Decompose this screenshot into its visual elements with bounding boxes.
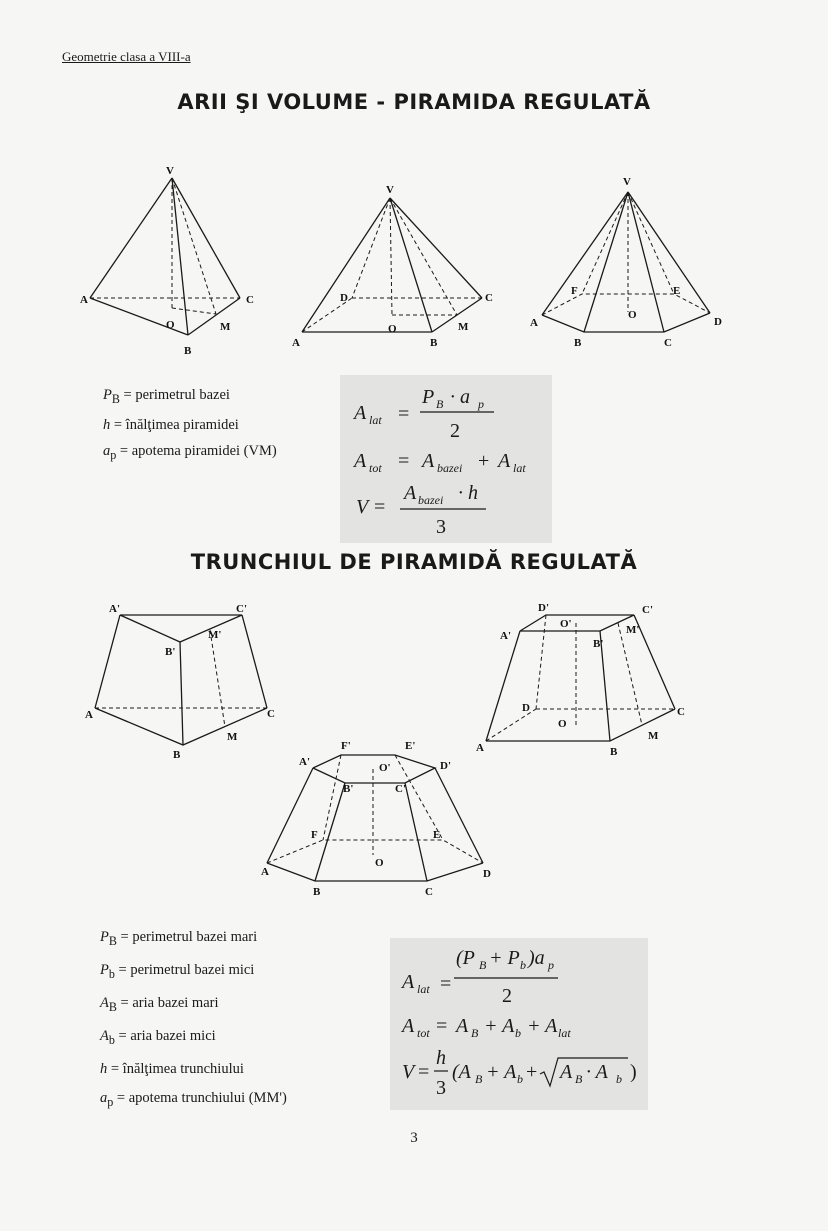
svg-text:tot: tot: [369, 461, 382, 475]
svg-text:B: B: [471, 1026, 479, 1040]
svg-text:lat: lat: [417, 982, 430, 996]
label: A: [476, 742, 484, 754]
svg-text:bazei: bazei: [437, 461, 463, 475]
label: M': [208, 629, 222, 641]
edge: [390, 198, 482, 298]
label: M': [626, 624, 640, 636]
base-front: [542, 313, 710, 332]
base-back: [542, 294, 710, 315]
label: M: [458, 321, 469, 333]
svg-text:B: B: [575, 1072, 583, 1086]
legend-item: $P_B$ = perimetrul bazei: [103, 387, 230, 406]
svg-text:A: A: [498, 450, 511, 472]
label: O: [166, 319, 175, 331]
label: B: [574, 337, 582, 349]
svg-text:(A: (A: [452, 1061, 471, 1083]
label: A: [530, 317, 538, 329]
label: M: [220, 321, 231, 333]
label: C': [236, 603, 247, 615]
figure-hexagonal-frustum: [255, 735, 495, 900]
pyramid-legend: [103, 382, 277, 468]
hidden-edge: [582, 192, 628, 294]
label: O: [388, 323, 397, 335]
label: B: [430, 337, 438, 349]
section-title-pyramid: ARII ŞI VOLUME - PIRAMIDA REGULATĂ: [177, 90, 651, 114]
legend-item: $P_b$ = perimetrul bazei mici: [100, 961, 255, 981]
svg-text:(P: (P: [456, 947, 475, 969]
label: C': [642, 604, 653, 616]
edge: [542, 192, 628, 315]
svg-text:+: +: [478, 450, 490, 472]
label: C: [267, 708, 275, 720]
label: C: [246, 294, 254, 306]
apothem: [210, 630, 225, 727]
height: [390, 198, 392, 315]
label: E: [673, 285, 681, 297]
label: V: [386, 184, 394, 196]
label: B': [593, 638, 604, 650]
svg-text:tot: tot: [417, 1026, 430, 1040]
v-lhs: V: [402, 1061, 415, 1083]
svg-text:2: 2: [502, 985, 512, 1007]
edge: [242, 615, 267, 708]
section-title-frustum: TRUNCHIUL DE PIRAMIDĂ REGULATĂ: [190, 550, 638, 574]
svg-text:+ A: + A: [484, 1015, 515, 1037]
svg-text:=: =: [440, 973, 452, 995]
label: C: [664, 337, 672, 349]
legend-item: $a_p$ = apotema piramidei (VM): [103, 442, 277, 462]
edge: [315, 783, 345, 881]
legend-item: $P_B$ = perimetrul bazei mari: [100, 929, 258, 948]
sqrt-sign: [540, 1058, 628, 1086]
svg-text:3: 3: [436, 1077, 446, 1099]
svg-text:+ A: + A: [527, 1015, 558, 1037]
label: M: [227, 731, 238, 743]
label: E: [433, 829, 441, 841]
label: C: [485, 292, 493, 304]
label: A': [299, 756, 310, 768]
frustum-legend: [100, 923, 287, 1116]
label: A: [85, 709, 93, 721]
atot-lhs: A: [354, 450, 367, 472]
label: A: [292, 337, 300, 349]
label: C: [677, 706, 685, 718]
label: F: [571, 285, 578, 297]
legend-item: h = înălţimea piramidei: [103, 416, 239, 433]
label: D': [440, 760, 451, 772]
hidden-edge: [628, 192, 674, 294]
edge: [188, 298, 240, 335]
svg-text:=: =: [374, 496, 386, 518]
edge: [267, 768, 313, 863]
svg-text:B: B: [436, 397, 444, 411]
svg-text:b: b: [515, 1026, 521, 1040]
svg-text:lat: lat: [558, 1026, 571, 1040]
label: C: [425, 886, 433, 898]
label: A': [500, 630, 511, 642]
svg-text:· a: · a: [450, 386, 470, 408]
svg-text:): ): [630, 1061, 637, 1083]
label: O': [560, 618, 572, 630]
label: D: [340, 292, 348, 304]
label: V: [166, 165, 174, 177]
label: D': [538, 602, 549, 614]
edge: [390, 198, 432, 332]
bottom-base: [95, 708, 267, 745]
label: B: [184, 345, 192, 357]
apothem: [618, 623, 642, 725]
svg-text:)a: )a: [528, 947, 545, 969]
edge: [405, 783, 427, 881]
svg-text:+: +: [526, 1061, 538, 1083]
label: F: [311, 829, 318, 841]
label: A: [80, 294, 88, 306]
svg-text:b: b: [616, 1072, 622, 1086]
atot-lhs: A: [402, 1015, 415, 1037]
figure-square-frustum: [470, 595, 700, 760]
legend-item: $A_B$ = aria bazei mari: [100, 994, 219, 1014]
hidden-edge: [536, 615, 546, 709]
edge: [180, 642, 183, 745]
alat-lhs: A: [354, 402, 367, 424]
legend-item: $a_p$ = apotema trunchiului (MM'): [100, 1089, 287, 1109]
svg-text:=: =: [398, 450, 410, 472]
svg-text:B: B: [475, 1072, 483, 1086]
edge: [302, 198, 390, 332]
pyramid-formula-box: [340, 375, 552, 543]
top-base: [313, 755, 435, 783]
frustum-formula-box: [390, 938, 648, 1110]
svg-text:P: P: [422, 386, 435, 408]
label: F': [341, 740, 351, 752]
svg-text:A: A: [560, 1061, 573, 1083]
label: A: [261, 866, 269, 878]
top-base: [520, 615, 634, 631]
svg-text:· h: · h: [458, 482, 478, 504]
edge: [584, 192, 628, 332]
label: B: [313, 886, 321, 898]
figure-triangular-pyramid: [80, 160, 260, 360]
v-lhs: V: [356, 496, 369, 518]
svg-text:h: h: [436, 1047, 446, 1069]
svg-text:2: 2: [450, 420, 460, 442]
svg-text:=: =: [418, 1061, 430, 1083]
svg-text:=: =: [436, 1015, 448, 1037]
alat-lhs: A: [402, 971, 415, 993]
label: O: [375, 857, 384, 869]
label: D: [483, 868, 491, 880]
label: A': [109, 603, 120, 615]
legend-item: h = înălţimea trunchiului: [100, 1060, 244, 1077]
label: B': [165, 646, 176, 658]
svg-text:bazei: bazei: [418, 493, 444, 507]
edge: [634, 615, 675, 709]
label: O: [628, 309, 637, 321]
legend-item: $A_b$ = aria bazei mici: [100, 1027, 216, 1047]
label: B: [173, 749, 181, 761]
edge: [628, 192, 710, 313]
svg-text:p: p: [478, 397, 484, 411]
label: E': [405, 740, 416, 752]
svg-text:b: b: [517, 1072, 523, 1086]
edge: [95, 615, 120, 708]
figure-hexagonal-pyramid: [528, 170, 728, 350]
svg-text:b: b: [520, 958, 526, 972]
label: O: [558, 718, 567, 730]
edge: [486, 631, 520, 741]
svg-text:lat: lat: [513, 461, 526, 475]
svg-text:+ P: + P: [489, 947, 520, 969]
svg-text:=: =: [398, 403, 410, 425]
svg-text:p: p: [548, 958, 554, 972]
page-number: 3: [410, 1130, 418, 1146]
svg-text:· A: · A: [586, 1061, 608, 1083]
svg-text:lat: lat: [369, 413, 382, 427]
top-base: [120, 615, 242, 642]
label: C': [395, 783, 406, 795]
label: D: [522, 702, 530, 714]
page-header: Geometrie clasa a VIII-a: [62, 49, 191, 64]
base-line: [172, 308, 216, 314]
svg-text:B: B: [479, 958, 487, 972]
label: O': [379, 762, 391, 774]
bottom-base: [486, 709, 675, 741]
svg-text:+ A: + A: [486, 1061, 517, 1083]
label: B': [343, 783, 354, 795]
apothem: [390, 198, 457, 315]
svg-text:A: A: [456, 1015, 469, 1037]
svg-text:3: 3: [436, 516, 446, 538]
label: D: [714, 316, 722, 328]
edge: [90, 178, 172, 298]
figure-square-pyramid: [290, 180, 510, 350]
label: V: [623, 176, 631, 188]
svg-text:A: A: [422, 450, 435, 472]
label: B: [610, 746, 618, 758]
svg-text:A: A: [404, 482, 417, 504]
label: M: [648, 730, 659, 742]
